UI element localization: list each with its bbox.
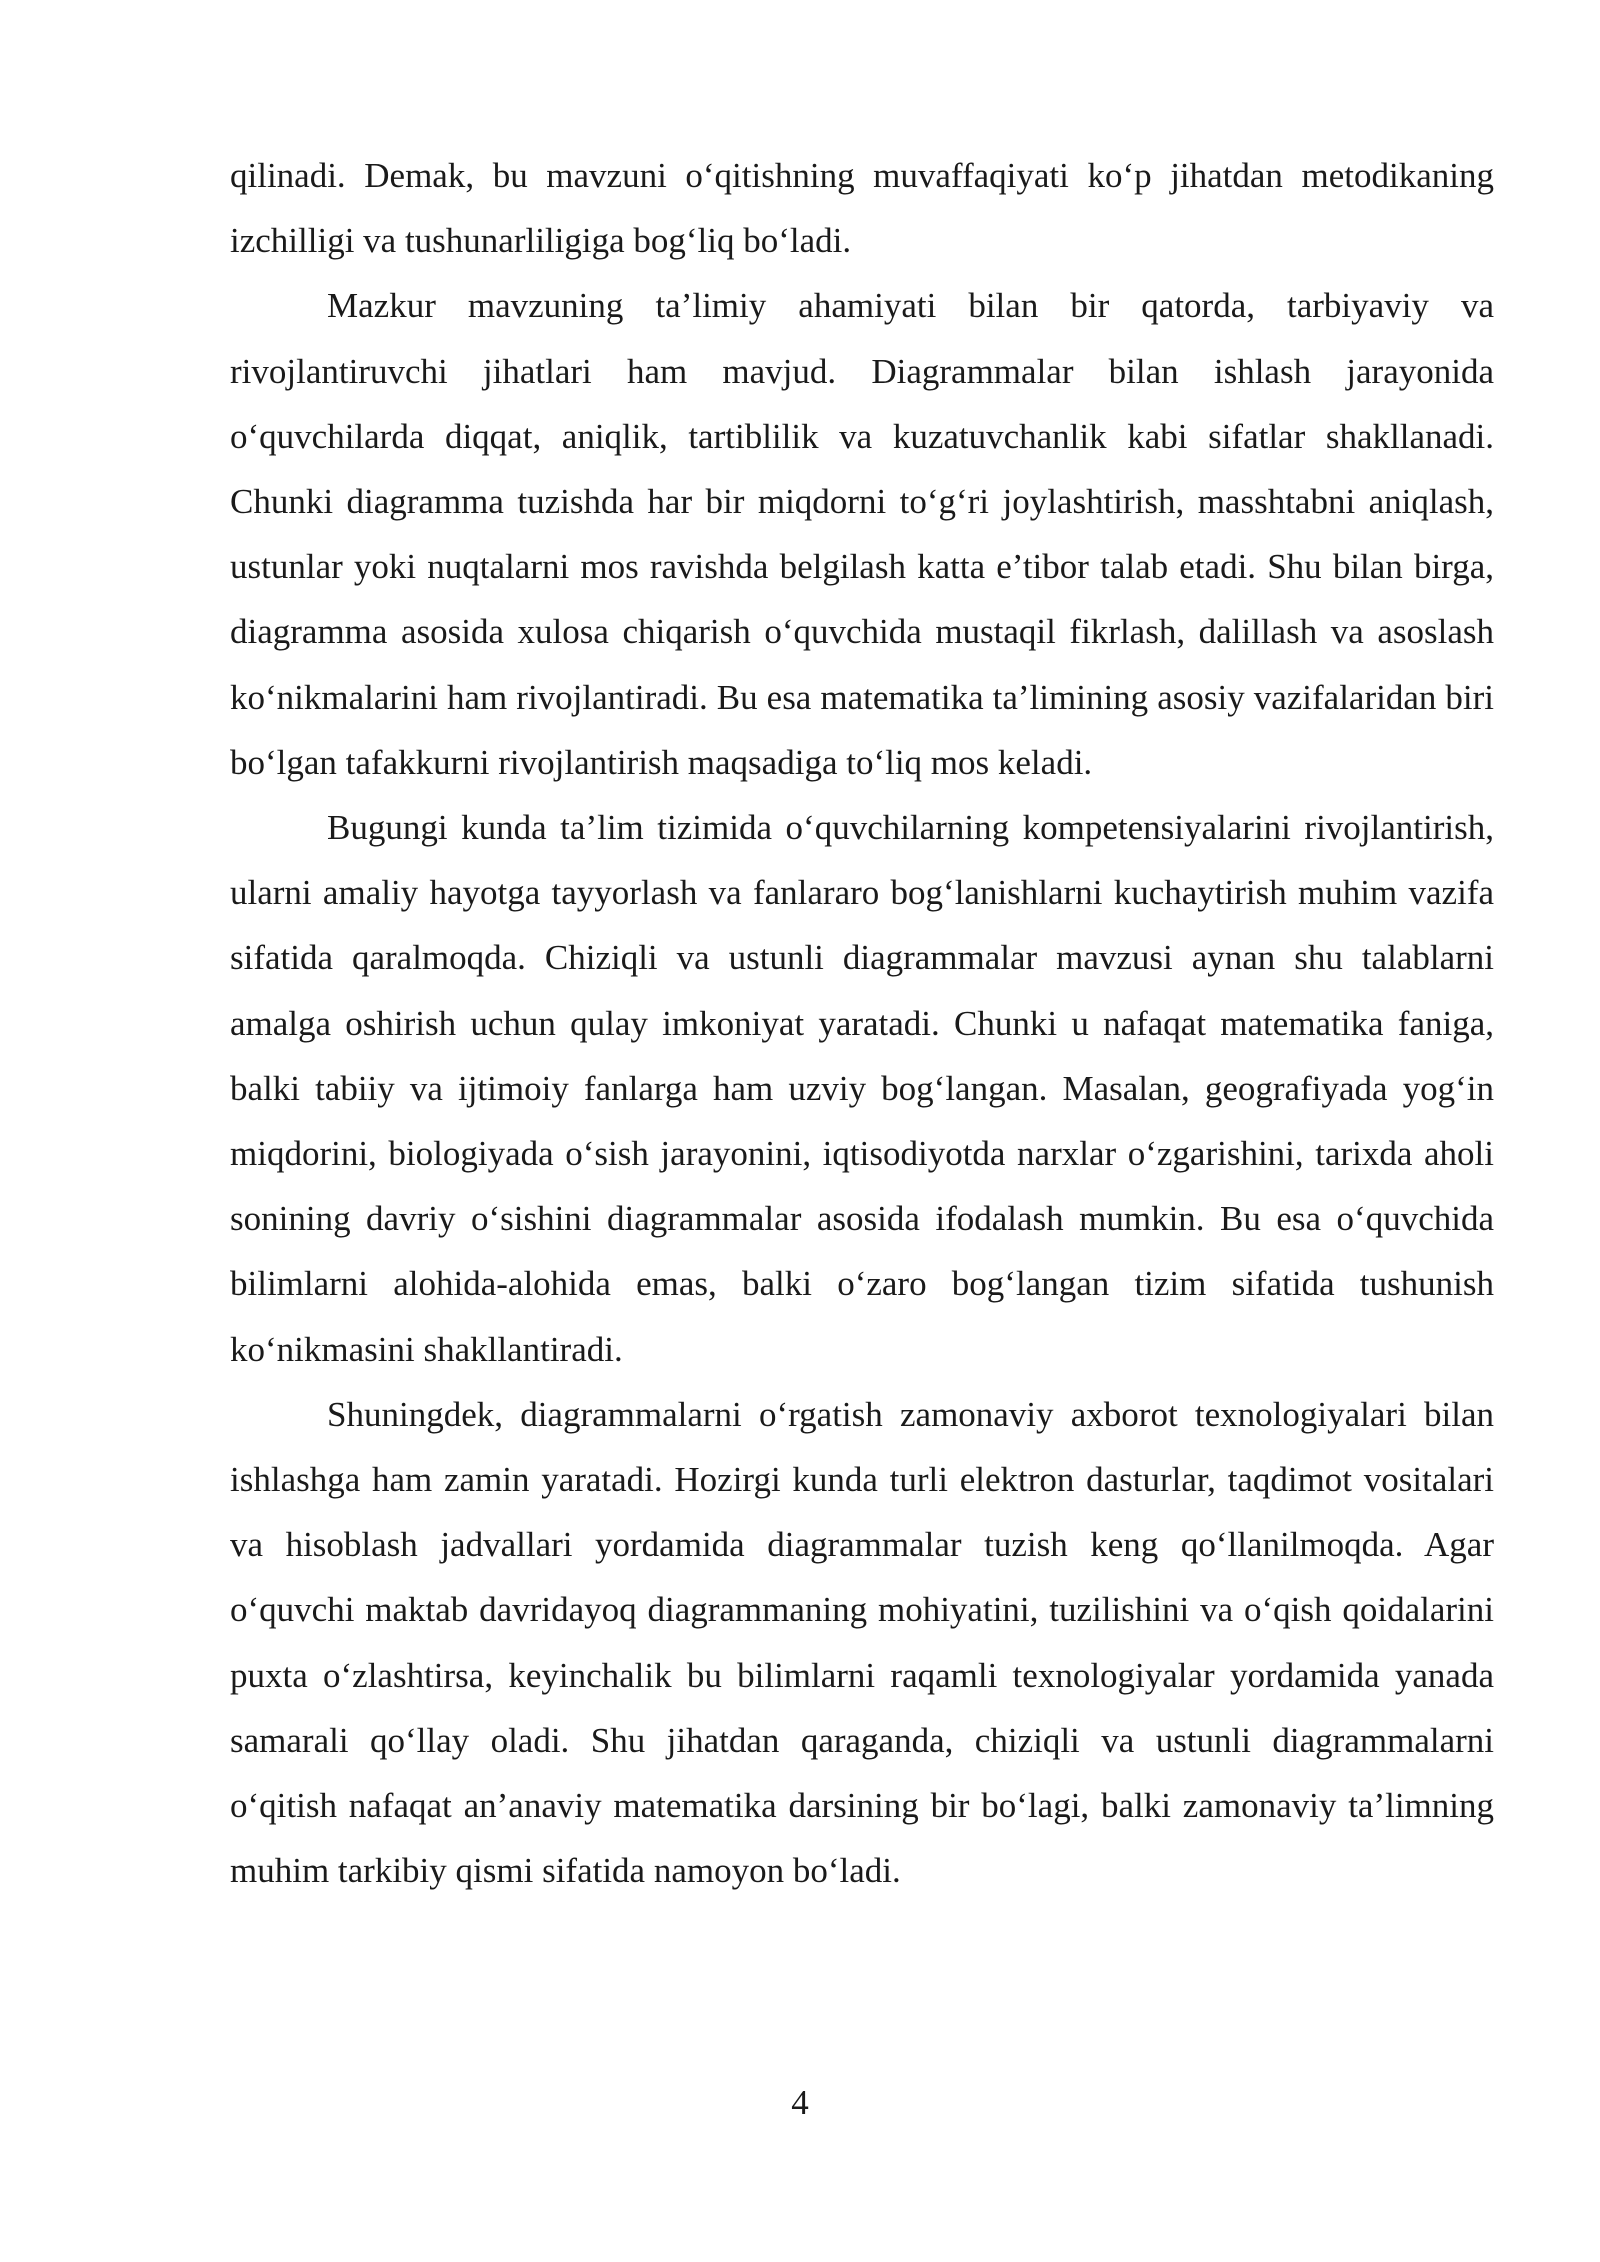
- page-number: 4: [791, 2083, 809, 2122]
- body-text: [230, 143, 1494, 1903]
- paragraph-4: Shuningdek, diagrammalarni o‘rgatish zamonaviy axborot texnologiyalari bilan ishlashga ham zamin yaratadi. Hozirgi kunda turli elektron dasturlar, taqdimot vositalari va hisoblash jadvallari yordamida diagrammalar tuzish keng qo‘llanilmoqda. Agar o‘quvchi maktab davridayoq diagrammaning mohiyatini, tuzilishini va o‘qish qoidalarini puxta o‘zlashtirsa, keyinchalik bu bilimlarni raqamli texnologiyalar yordamida yanada samarali qo‘llay oladi. Shu jihatdan qaraganda, chiziqli va ustunli diagrammalarni o‘qitish nafaqat an’anaviy matematika darsining bir bo‘lagi, balki zamonaviy ta’limning muhim tarkibiy qismi sifatida namoyon bo‘ladi.: [230, 1394, 1494, 1891]
- paragraph-2: Mazkur mavzuning ta’limiy ahamiyati bilan bir qatorda, tarbiyaviy va rivojlantiruvchi jihatlari ham mavjud. Diagrammalar bilan ishlash jarayonida o‘quvchilarda diqqat, aniqlik, tartiblilik va kuzatuvchanlik kabi sifatlar shakllanadi. Chunki diagramma tuzishda har bir miqdorni to‘g‘ri joylashtirish, masshtabni aniqlash, ustunlar yoki nuqtalarni mos ravishda belgilash katta e’tibor talab etadi. Shu bilan birga, diagramma asosida xulosa chiqarish o‘quvchida mustaqil fikrlash, dalillash va asoslash ko‘nikmalarini ham rivojlantiradi. Bu esa matematika ta’limining asosiy vazifalaridan biri bo‘lgan tafakkurni rivojlantirish maqsadiga to‘liq mos keladi.: [230, 286, 1494, 782]
- paragraph-3: Bugungi kunda ta’lim tizimida o‘quvchilarning kompetensiyalarini rivojlantirish, ularni amaliy hayotga tayyorlash va fanlararo bog‘lanishlarni kuchaytirish muhim vazifa sifatida qaralmoqda. Chiziqli va ustunli diagrammalar mavzusi aynan shu talablarni amalga oshirish uchun qulay imkoniyat yaratadi. Chunki u nafaqat matematika faniga, balki tabiiy va ijtimoiy fanlarga ham uzviy bog‘langan. Masalan, geografiyada yog‘in miqdorini, biologiyada o‘sish jarayonini, iqtisodiyotda narxlar o‘zgarishini, tarixda aholi sonining davriy o‘sishini diagrammalar asosida ifodalash mumkin. Bu esa o‘quvchida bilimlarni alohida-alohida emas, balki o‘zaro bog‘langan tizim sifatida tushunish ko‘nikmasini shakllantiradi.: [230, 808, 1494, 1369]
- paragraph-1: qilinadi. Demak, bu mavzuni o‘qitishning muvaffaqiyati ko‘p jihatdan metodikaning izchilligi va tushunarliligiga bog‘liq bo‘ladi.: [230, 156, 1494, 261]
